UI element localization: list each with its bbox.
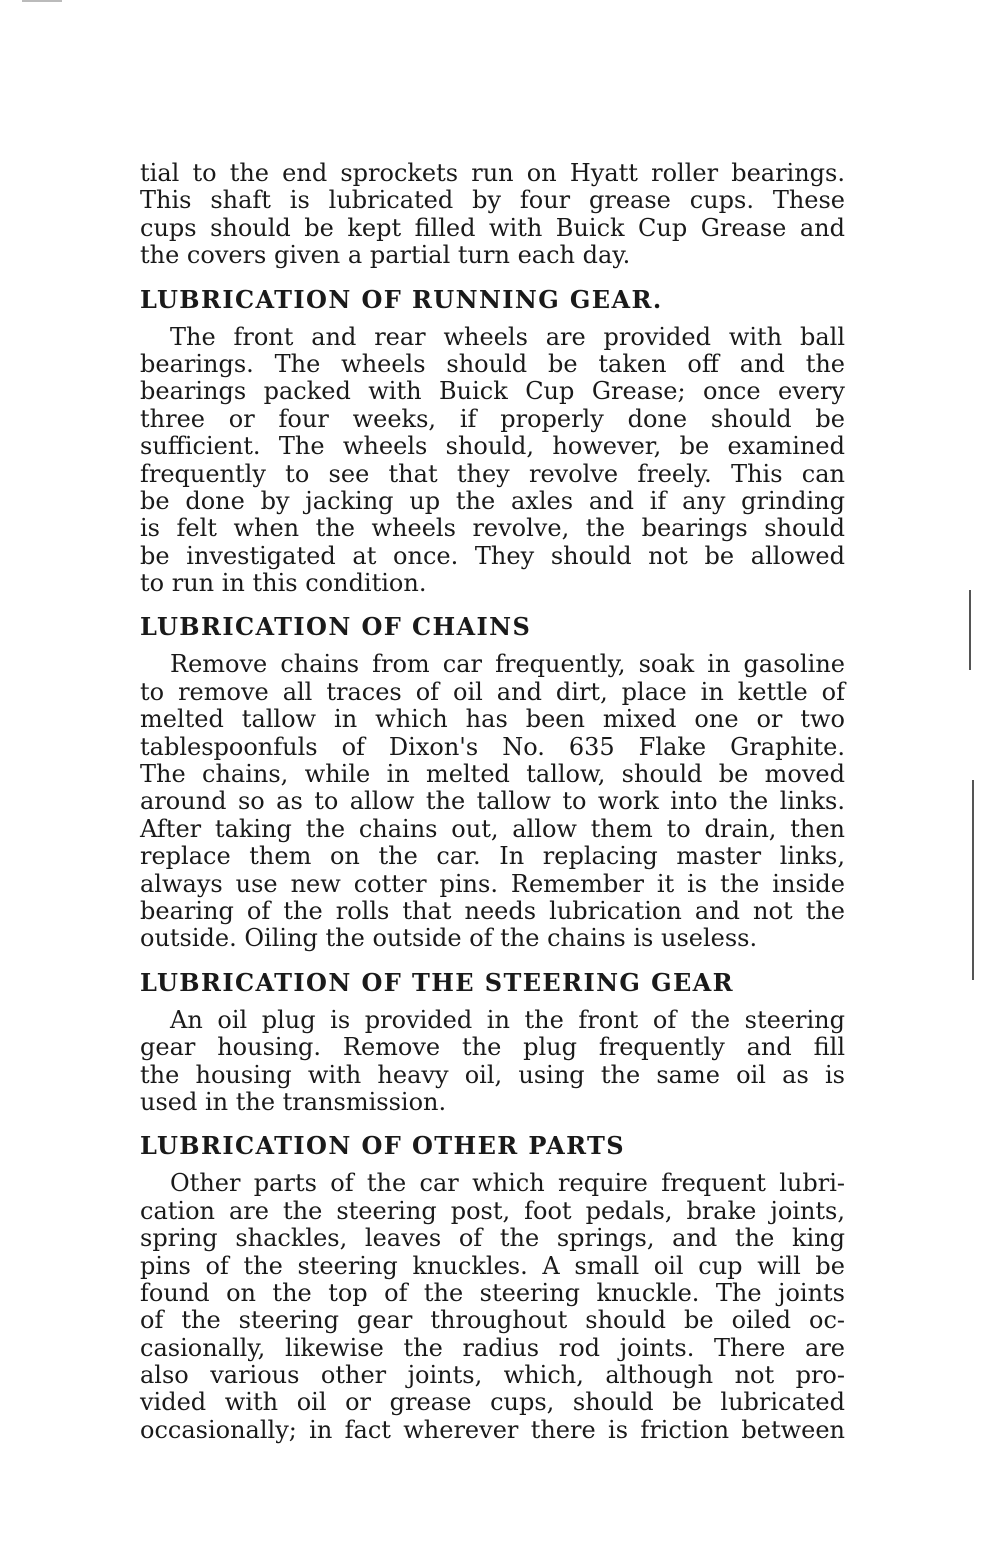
text-line: frequently to see that they revolve freely. This can <box>140 459 845 488</box>
text-line: This shaft is lubricated by four grease cups. These <box>140 186 845 215</box>
text-line: also various other joints, which, although not pro- <box>140 1361 845 1390</box>
text-line: to remove all traces of oil and dirt, place in kettle of <box>140 677 845 706</box>
text-line: the housing with heavy oil, using the same oil as is <box>140 1060 845 1089</box>
text-line: tablespoonfuls of Dixon's No. 635 Flake Graphite. <box>140 732 845 761</box>
text-line: of the steering gear throughout should be oiled oc- <box>140 1306 845 1335</box>
running-gear-paragraph <box>140 324 845 598</box>
text-line: casionally, likewise the radius rod joints. There are <box>140 1333 845 1362</box>
scan-artifact-line <box>972 780 974 980</box>
text-line: The chains, while in melted tallow, should be moved <box>140 760 845 789</box>
section-heading-other-parts: LUBRICATION OF OTHER PARTS <box>140 1131 626 1161</box>
text-line: spring shackles, leaves of the springs, and the king <box>140 1224 845 1253</box>
text-line: three or four weeks, if properly done should be <box>140 404 845 433</box>
text-line: found on the top of the steering knuckle. The joints <box>140 1278 845 1307</box>
text-line: Remove chains from car frequently, soak in gasoline <box>170 650 845 679</box>
text-line: be done by jacking up the axles and if any grinding <box>140 486 845 515</box>
text-line: bearings. The wheels should be taken off and the <box>140 349 845 378</box>
text-line: the covers given a partial turn each day. <box>140 241 631 270</box>
text-line: tial to the end sprockets run on Hyatt roller bearings. <box>140 159 845 187</box>
text-line: replace them on the car. In replacing master links, <box>140 842 845 871</box>
text-line: cups should be kept filled with Buick Cup Grease and <box>140 213 845 242</box>
text-line: vided with oil or grease cups, should be lubricated <box>140 1388 845 1417</box>
text-line: is felt when the wheels revolve, the bearings should <box>140 514 845 543</box>
chains-paragraph <box>140 651 845 952</box>
text-line: occasionally; in fact wherever there is friction between <box>140 1415 845 1444</box>
text-line: After taking the chains out, allow them to drain, then <box>140 814 845 843</box>
section-heading-steering-gear: LUBRICATION OF THE STEERING GEAR <box>140 967 735 997</box>
scan-artifact-corner <box>22 0 62 2</box>
text-line: An oil plug is provided in the front of the steering <box>170 1005 845 1034</box>
scan-artifact-line <box>969 590 971 670</box>
text-line: Other parts of the car which require frequent lubri- <box>170 1169 845 1198</box>
text-line: sufficient. The wheels should, however, be examined <box>140 432 845 461</box>
text-line: pins of the steering knuckles. A small oil cup will be <box>140 1251 845 1280</box>
other-parts-paragraph <box>140 1170 845 1444</box>
text-line: around so as to allow the tallow to work into the links. <box>140 787 845 816</box>
text-line: bearings packed with Buick Cup Grease; once every <box>140 377 845 406</box>
text-line: outside. Oiling the outside of the chains is useless. <box>140 924 758 953</box>
text-line: melted tallow in which has been mixed one or two <box>140 705 845 734</box>
text-line: bearing of the rolls that needs lubrication and not the <box>140 896 845 925</box>
text-line: gear housing. Remove the plug frequently and fill <box>140 1033 845 1062</box>
text-line: used in the transmission. <box>140 1087 447 1116</box>
text-line: The front and rear wheels are provided with ball <box>170 322 845 351</box>
text-line: always use new cotter pins. Remember it is the inside <box>140 869 845 898</box>
intro-paragraph <box>140 160 845 270</box>
text-line: to run in this condition. <box>140 569 427 598</box>
document-page <box>140 160 845 1444</box>
text-line: cation are the steering post, foot pedals, brake joints, <box>140 1196 845 1225</box>
section-heading-running-gear: LUBRICATION OF RUNNING GEAR. <box>140 284 663 314</box>
steering-gear-paragraph <box>140 1007 845 1117</box>
text-line: be investigated at once. They should not be allowed <box>140 541 845 570</box>
section-heading-chains: LUBRICATION OF CHAINS <box>140 612 532 642</box>
